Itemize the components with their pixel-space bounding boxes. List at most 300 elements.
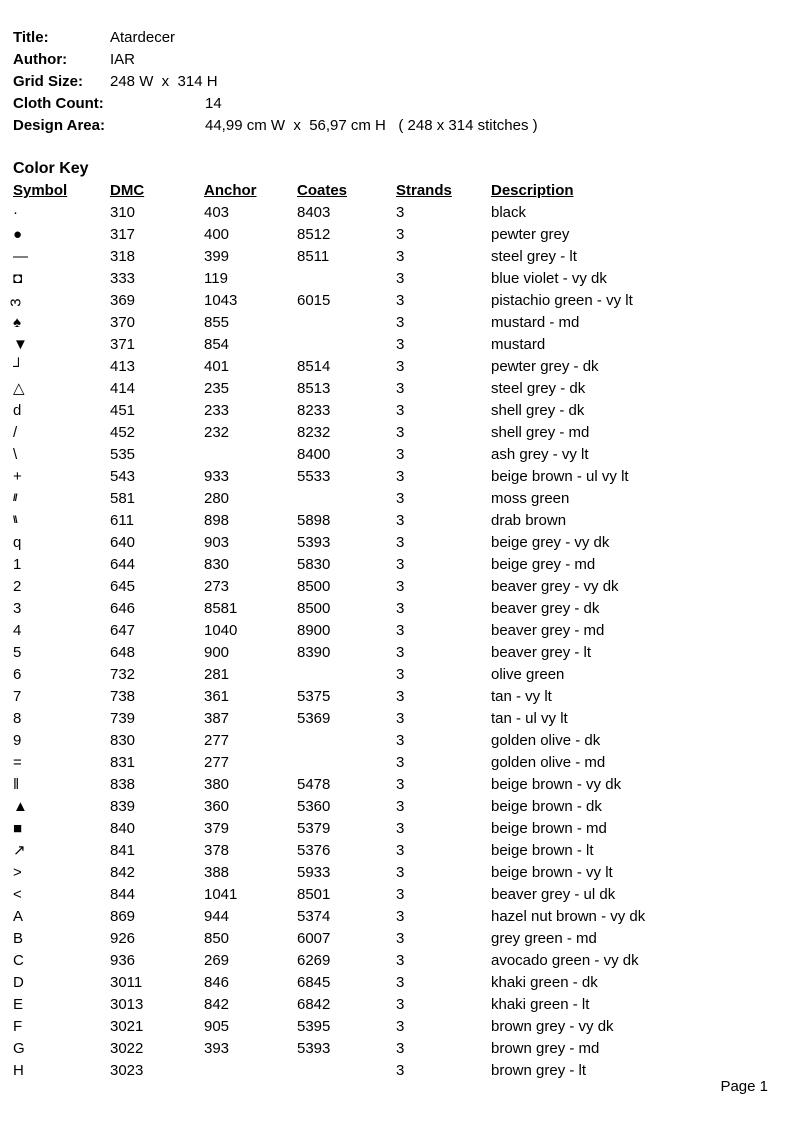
anchor-cell: 380 xyxy=(204,776,230,793)
symbol-cell xyxy=(13,950,110,972)
stitch-symbol-icon: ■ xyxy=(13,820,23,837)
color-key-row xyxy=(13,642,770,664)
stitch-symbol-icon: q xyxy=(13,534,22,551)
symbol-cell xyxy=(13,774,110,796)
strands-cell: 3 xyxy=(396,666,405,683)
dmc-cell: 926 xyxy=(110,930,136,947)
symbol-cell xyxy=(13,818,110,840)
stitch-symbol-icon: 2 xyxy=(13,578,22,595)
grid-size-label: Grid Size: xyxy=(13,73,84,90)
symbol-cell xyxy=(13,664,110,686)
strands-cell: 3 xyxy=(396,336,405,353)
color-key-row xyxy=(13,686,770,708)
symbol-cell xyxy=(13,224,110,246)
description-cell: beaver grey - ul dk xyxy=(491,886,616,903)
strands-cell: 3 xyxy=(396,446,405,463)
dmc-cell: 611 xyxy=(110,512,134,529)
color-key-row xyxy=(13,510,770,532)
strands-cell: 3 xyxy=(396,776,405,793)
anchor-cell: 900 xyxy=(204,644,230,661)
symbol-cell xyxy=(13,642,110,664)
strands-cell: 3 xyxy=(396,204,405,221)
stitch-symbol-icon: △ xyxy=(13,380,25,397)
description-cell: pewter grey xyxy=(491,226,570,243)
coates-cell: 5533 xyxy=(297,468,331,485)
coates-cell xyxy=(297,664,396,686)
coates-cell xyxy=(297,752,396,774)
strands-cell: 3 xyxy=(396,578,405,595)
anchor-cell: 403 xyxy=(204,204,230,221)
coates-cell: 8403 xyxy=(297,204,331,221)
color-key-row xyxy=(13,444,770,466)
stitch-symbol-icon: 9 xyxy=(13,732,22,749)
strands-cell: 3 xyxy=(396,820,405,837)
description-cell: drab brown xyxy=(491,512,567,529)
symbol-cell xyxy=(13,972,110,994)
description-cell: beige grey - vy dk xyxy=(491,534,610,551)
dmc-cell: 3013 xyxy=(110,996,144,1013)
anchor-cell: 8581 xyxy=(204,600,238,617)
anchor-cell: 388 xyxy=(204,864,230,881)
stitch-symbol-icon: + xyxy=(13,468,22,485)
author-label: Author: xyxy=(13,51,68,68)
stitch-symbol-icon: d xyxy=(13,402,22,419)
stitch-symbol-icon: 4 xyxy=(13,622,22,639)
coates-cell: 6842 xyxy=(297,996,331,1013)
symbol-cell xyxy=(13,510,110,534)
coates-cell xyxy=(297,268,396,290)
symbol-cell xyxy=(7,290,110,312)
anchor-cell: 235 xyxy=(204,380,230,397)
dmc-cell: 3021 xyxy=(110,1018,144,1035)
color-key-row xyxy=(13,664,770,686)
anchor-cell: 400 xyxy=(204,226,230,243)
coates-cell: 8511 xyxy=(297,248,330,265)
strands-cell: 3 xyxy=(396,358,405,375)
coates-cell: 5393 xyxy=(297,1040,331,1057)
symbol-cell xyxy=(13,488,110,512)
strands-cell: 3 xyxy=(396,270,405,287)
strands-cell: 3 xyxy=(396,600,405,617)
strands-cell: 3 xyxy=(396,996,405,1013)
strands-cell: 3 xyxy=(396,380,405,397)
cloth-count-label: Cloth Count: xyxy=(13,95,104,112)
strands-cell: 3 xyxy=(396,974,405,991)
strands-cell: 3 xyxy=(396,490,405,507)
stitch-symbol-icon: > xyxy=(13,864,22,881)
dmc-cell: 3023 xyxy=(110,1062,144,1079)
symbol-cell xyxy=(13,906,110,928)
dmc-cell: 317 xyxy=(110,226,136,243)
dmc-cell: 543 xyxy=(110,468,136,485)
anchor-cell: 277 xyxy=(204,732,230,749)
stitch-symbol-icon: / xyxy=(13,424,18,441)
stitch-symbol-icon: F xyxy=(13,1018,23,1035)
dmc-cell: 936 xyxy=(110,952,136,969)
dmc-cell: 647 xyxy=(110,622,136,639)
description-cell: tan - ul vy lt xyxy=(491,710,568,727)
symbol-cell xyxy=(13,994,110,1016)
description-cell: beige brown - vy dk xyxy=(491,776,622,793)
coates-cell xyxy=(297,312,396,334)
description-cell: grey green - md xyxy=(491,930,597,947)
dmc-cell: 413 xyxy=(110,358,136,375)
symbol-cell xyxy=(13,554,110,576)
symbol-cell xyxy=(13,246,110,268)
anchor-cell: 277 xyxy=(204,754,230,771)
symbol-cell xyxy=(13,598,110,620)
color-key-row xyxy=(13,422,770,444)
coates-cell: 5379 xyxy=(297,820,331,837)
anchor-cell: 361 xyxy=(204,688,230,705)
coates-cell: 8513 xyxy=(297,380,331,397)
description-cell: beige grey - md xyxy=(491,556,596,573)
color-key-row xyxy=(13,906,770,928)
symbol-cell xyxy=(13,928,110,950)
pattern-info xyxy=(13,27,770,137)
description-cell: beige brown - lt xyxy=(491,842,594,859)
strands-cell: 3 xyxy=(396,622,405,639)
info-line-author xyxy=(13,49,770,71)
color-key-row xyxy=(13,752,770,774)
strands-cell: 3 xyxy=(396,930,405,947)
description-cell: mustard xyxy=(491,336,546,353)
anchor-cell: 850 xyxy=(204,930,230,947)
dmc-cell: 830 xyxy=(110,732,136,749)
stitch-symbol-icon: · xyxy=(13,204,18,221)
dmc-cell: 646 xyxy=(110,600,136,617)
description-cell: steel grey - lt xyxy=(491,248,577,265)
symbol-cell xyxy=(13,840,110,862)
dmc-cell: 840 xyxy=(110,820,136,837)
design-area-value: 44,99 cm W x 56,97 cm H ( 248 x 314 stitches ) xyxy=(205,117,538,134)
color-key-row xyxy=(13,246,770,268)
title-value: Atardecer xyxy=(110,29,176,46)
strands-cell: 3 xyxy=(396,1062,405,1079)
strands-cell: 3 xyxy=(396,556,405,573)
color-key-row xyxy=(13,620,770,642)
strands-cell: 3 xyxy=(396,248,405,265)
color-key-row xyxy=(13,356,770,378)
anchor-cell: 119 xyxy=(204,270,228,287)
color-key-row xyxy=(13,334,770,356)
grid-size-value: 248 W x 314 H xyxy=(110,73,218,90)
anchor-cell: 1041 xyxy=(204,886,238,903)
symbol-cell xyxy=(13,1016,110,1038)
anchor-cell: 280 xyxy=(204,490,230,507)
anchor-cell: 944 xyxy=(204,908,230,925)
color-key-row xyxy=(13,1038,770,1060)
dmc-cell: 839 xyxy=(110,798,136,815)
color-key-row xyxy=(13,928,770,950)
stitch-symbol-icon: G xyxy=(13,1040,25,1057)
coates-cell: 5369 xyxy=(297,710,331,727)
stitch-symbol-icon: 7 xyxy=(13,688,22,705)
symbol-cell xyxy=(13,466,110,488)
info-line-cloth-count xyxy=(13,93,770,115)
stitch-symbol-icon: 6 xyxy=(13,666,22,683)
color-key-row xyxy=(13,312,770,334)
dmc-cell: 318 xyxy=(110,248,136,265)
description-cell: shell grey - dk xyxy=(491,402,585,419)
dmc-cell: 581 xyxy=(110,490,136,507)
coates-cell xyxy=(297,1060,396,1082)
anchor-cell: 232 xyxy=(204,424,230,441)
description-cell: beaver grey - md xyxy=(491,622,605,639)
symbol-cell xyxy=(13,1060,110,1082)
color-key-row xyxy=(13,488,770,510)
coates-cell: 8233 xyxy=(297,402,331,419)
anchor-cell xyxy=(204,1060,297,1082)
dmc-cell: 844 xyxy=(110,886,136,903)
description-cell: olive green xyxy=(491,666,565,683)
coates-cell: 5830 xyxy=(297,556,331,573)
description-cell: beaver grey - lt xyxy=(491,644,592,661)
stitch-symbol-icon: // xyxy=(13,493,17,504)
anchor-cell: 378 xyxy=(204,842,230,859)
stitch-symbol-icon: D xyxy=(13,974,24,991)
description-cell: brown grey - lt xyxy=(491,1062,587,1079)
description-cell: steel grey - dk xyxy=(491,380,586,397)
anchor-cell: 830 xyxy=(204,556,230,573)
symbol-cell xyxy=(13,334,110,356)
color-key-row xyxy=(13,730,770,752)
description-cell: beige brown - dk xyxy=(491,798,602,815)
color-key-row xyxy=(13,224,770,246)
strands-cell: 3 xyxy=(396,732,405,749)
color-key-row xyxy=(13,378,770,400)
symbol-cell xyxy=(13,202,110,224)
anchor-cell: 379 xyxy=(204,820,230,837)
symbol-cell xyxy=(13,532,110,554)
stitch-symbol-icon: < xyxy=(13,886,22,903)
color-key-row xyxy=(13,950,770,972)
color-key-rows xyxy=(7,202,770,1082)
anchor-cell: 933 xyxy=(204,468,230,485)
coates-cell: 8400 xyxy=(297,446,331,463)
coates-cell: 8512 xyxy=(297,226,331,243)
description-cell: pistachio green - vy lt xyxy=(491,292,633,309)
description-cell: black xyxy=(491,204,527,221)
anchor-cell: 842 xyxy=(204,996,230,1013)
description-cell: beaver grey - dk xyxy=(491,600,600,617)
strands-cell: 3 xyxy=(396,886,405,903)
coates-cell: 5393 xyxy=(297,534,331,551)
anchor-cell: 399 xyxy=(204,248,230,265)
symbol-cell xyxy=(13,422,110,444)
color-key-header-row xyxy=(13,180,770,202)
coates-cell: 6845 xyxy=(297,974,331,991)
color-key-row xyxy=(13,598,770,620)
symbol-cell xyxy=(13,356,110,378)
cloth-count-value: 14 xyxy=(205,95,222,112)
stitch-symbol-icon: 3 xyxy=(7,298,25,307)
coates-cell: 5478 xyxy=(297,776,331,793)
stitch-symbol-icon: ‖ xyxy=(13,776,20,793)
symbol-cell xyxy=(13,752,110,774)
coates-cell: 5376 xyxy=(297,842,331,859)
coates-cell: 8500 xyxy=(297,578,331,595)
symbol-cell xyxy=(13,620,110,642)
anchor-cell: 281 xyxy=(204,666,230,683)
stitch-symbol-icon: 1 xyxy=(13,556,22,573)
coates-cell: 8500 xyxy=(297,600,331,617)
column-header-anchor: Anchor xyxy=(204,182,257,199)
color-key-row xyxy=(13,1060,770,1082)
anchor-cell: 854 xyxy=(204,336,230,353)
anchor-cell: 1040 xyxy=(204,622,238,639)
coates-cell: 5374 xyxy=(297,908,331,925)
strands-cell: 3 xyxy=(396,424,405,441)
symbol-cell xyxy=(13,576,110,598)
strands-cell: 3 xyxy=(396,1040,405,1057)
color-key-row xyxy=(13,202,770,224)
description-cell: brown grey - vy dk xyxy=(491,1018,614,1035)
stitch-symbol-icon: — xyxy=(13,248,28,265)
coates-cell: 5375 xyxy=(297,688,331,705)
coates-cell: 5933 xyxy=(297,864,331,881)
symbol-cell xyxy=(13,400,110,422)
info-line-design-area xyxy=(13,115,770,137)
column-header-description: Description xyxy=(491,182,574,199)
color-key-title: Color Key xyxy=(13,160,89,177)
strands-cell: 3 xyxy=(396,864,405,881)
stitch-symbol-icon: ↗ xyxy=(13,842,26,859)
anchor-cell: 905 xyxy=(204,1018,230,1035)
color-key-row xyxy=(13,400,770,422)
dmc-cell: 3011 xyxy=(110,974,143,991)
color-key-row xyxy=(13,1016,770,1038)
anchor-cell: 273 xyxy=(204,578,230,595)
dmc-cell: 648 xyxy=(110,644,136,661)
info-line-title xyxy=(13,27,770,49)
description-cell: tan - vy lt xyxy=(491,688,552,705)
coates-cell: 8900 xyxy=(297,622,331,639)
dmc-cell: 842 xyxy=(110,864,136,881)
strands-cell: 3 xyxy=(396,534,405,551)
strands-cell: 3 xyxy=(396,226,405,243)
strands-cell: 3 xyxy=(396,908,405,925)
stitch-symbol-icon: 8 xyxy=(13,710,22,727)
coates-cell: 6269 xyxy=(297,952,331,969)
strands-cell: 3 xyxy=(396,402,405,419)
description-cell: avocado green - vy dk xyxy=(491,952,639,969)
strands-cell: 3 xyxy=(396,842,405,859)
symbol-cell xyxy=(13,312,110,334)
symbol-cell xyxy=(13,730,110,752)
design-area-label: Design Area: xyxy=(13,117,105,134)
coates-cell: 5395 xyxy=(297,1018,331,1035)
color-key-row xyxy=(13,774,770,796)
description-cell: beaver grey - vy dk xyxy=(491,578,619,595)
coates-cell: 8501 xyxy=(297,886,331,903)
dmc-cell: 414 xyxy=(110,380,136,397)
stitch-symbol-icon: C xyxy=(13,952,24,969)
anchor-cell: 393 xyxy=(204,1040,230,1057)
color-key-row xyxy=(13,466,770,488)
stitch-symbol-icon: ◘ xyxy=(13,270,23,287)
color-key-row xyxy=(13,994,770,1016)
description-cell: pewter grey - dk xyxy=(491,358,599,375)
dmc-cell: 452 xyxy=(110,424,136,441)
color-key-row xyxy=(13,818,770,840)
color-key-row xyxy=(13,708,770,730)
dmc-cell: 739 xyxy=(110,710,136,727)
stitch-symbol-icon: ▲ xyxy=(13,798,28,815)
stitch-symbol-icon: = xyxy=(13,754,22,771)
coates-cell xyxy=(297,334,396,356)
symbol-cell xyxy=(13,268,110,290)
anchor-cell: 855 xyxy=(204,314,230,331)
color-key-row xyxy=(13,554,770,576)
stitch-symbol-icon: \\ xyxy=(13,515,17,526)
stitch-symbol-icon: ● xyxy=(13,226,23,243)
strands-cell: 3 xyxy=(396,688,405,705)
stitch-symbol-icon: ♠ xyxy=(13,314,21,331)
stitch-symbol-icon: B xyxy=(13,930,24,947)
coates-cell xyxy=(297,730,396,752)
info-line-grid-size xyxy=(13,71,770,93)
coates-cell: 5360 xyxy=(297,798,331,815)
description-cell: golden olive - md xyxy=(491,754,606,771)
dmc-cell: 370 xyxy=(110,314,136,331)
description-cell: golden olive - dk xyxy=(491,732,601,749)
stitch-symbol-icon: \ xyxy=(13,446,18,463)
symbol-cell xyxy=(13,1038,110,1060)
anchor-cell: 1043 xyxy=(204,292,238,309)
symbol-cell xyxy=(13,884,110,906)
dmc-cell: 369 xyxy=(110,292,136,309)
color-key-row xyxy=(13,972,770,994)
dmc-cell: 535 xyxy=(110,446,136,463)
dmc-cell: 640 xyxy=(110,534,136,551)
anchor-cell: 360 xyxy=(204,798,230,815)
symbol-cell xyxy=(13,444,110,466)
description-cell: blue violet - vy dk xyxy=(491,270,607,287)
symbol-cell xyxy=(13,378,110,400)
strands-cell: 3 xyxy=(396,952,405,969)
dmc-cell: 732 xyxy=(110,666,136,683)
dmc-cell: 838 xyxy=(110,776,136,793)
description-cell: mustard - md xyxy=(491,314,580,331)
color-key-row xyxy=(13,576,770,598)
coates-cell: 6007 xyxy=(297,930,331,947)
stitch-symbol-icon: 5 xyxy=(13,644,22,661)
dmc-cell: 738 xyxy=(110,688,136,705)
color-key-table xyxy=(7,180,770,1082)
column-header-dmc: DMC xyxy=(110,182,145,199)
anchor-cell: 401 xyxy=(204,358,230,375)
color-key-row xyxy=(13,884,770,906)
stitch-symbol-icon: ▼ xyxy=(13,336,28,353)
color-key-row xyxy=(13,796,770,818)
symbol-cell xyxy=(13,796,110,818)
dmc-cell: 333 xyxy=(110,270,136,287)
color-key-row xyxy=(7,290,770,312)
coates-cell xyxy=(297,488,396,512)
strands-cell: 3 xyxy=(396,754,405,771)
dmc-cell: 644 xyxy=(110,556,136,573)
symbol-cell xyxy=(13,686,110,708)
symbol-cell xyxy=(13,862,110,884)
column-header-coates: Coates xyxy=(297,182,348,199)
description-cell: khaki green - dk xyxy=(491,974,598,991)
color-key-row xyxy=(13,840,770,862)
dmc-cell: 841 xyxy=(110,842,136,859)
strands-cell: 3 xyxy=(396,292,405,309)
color-key-row xyxy=(13,268,770,290)
description-cell: beige brown - md xyxy=(491,820,607,837)
